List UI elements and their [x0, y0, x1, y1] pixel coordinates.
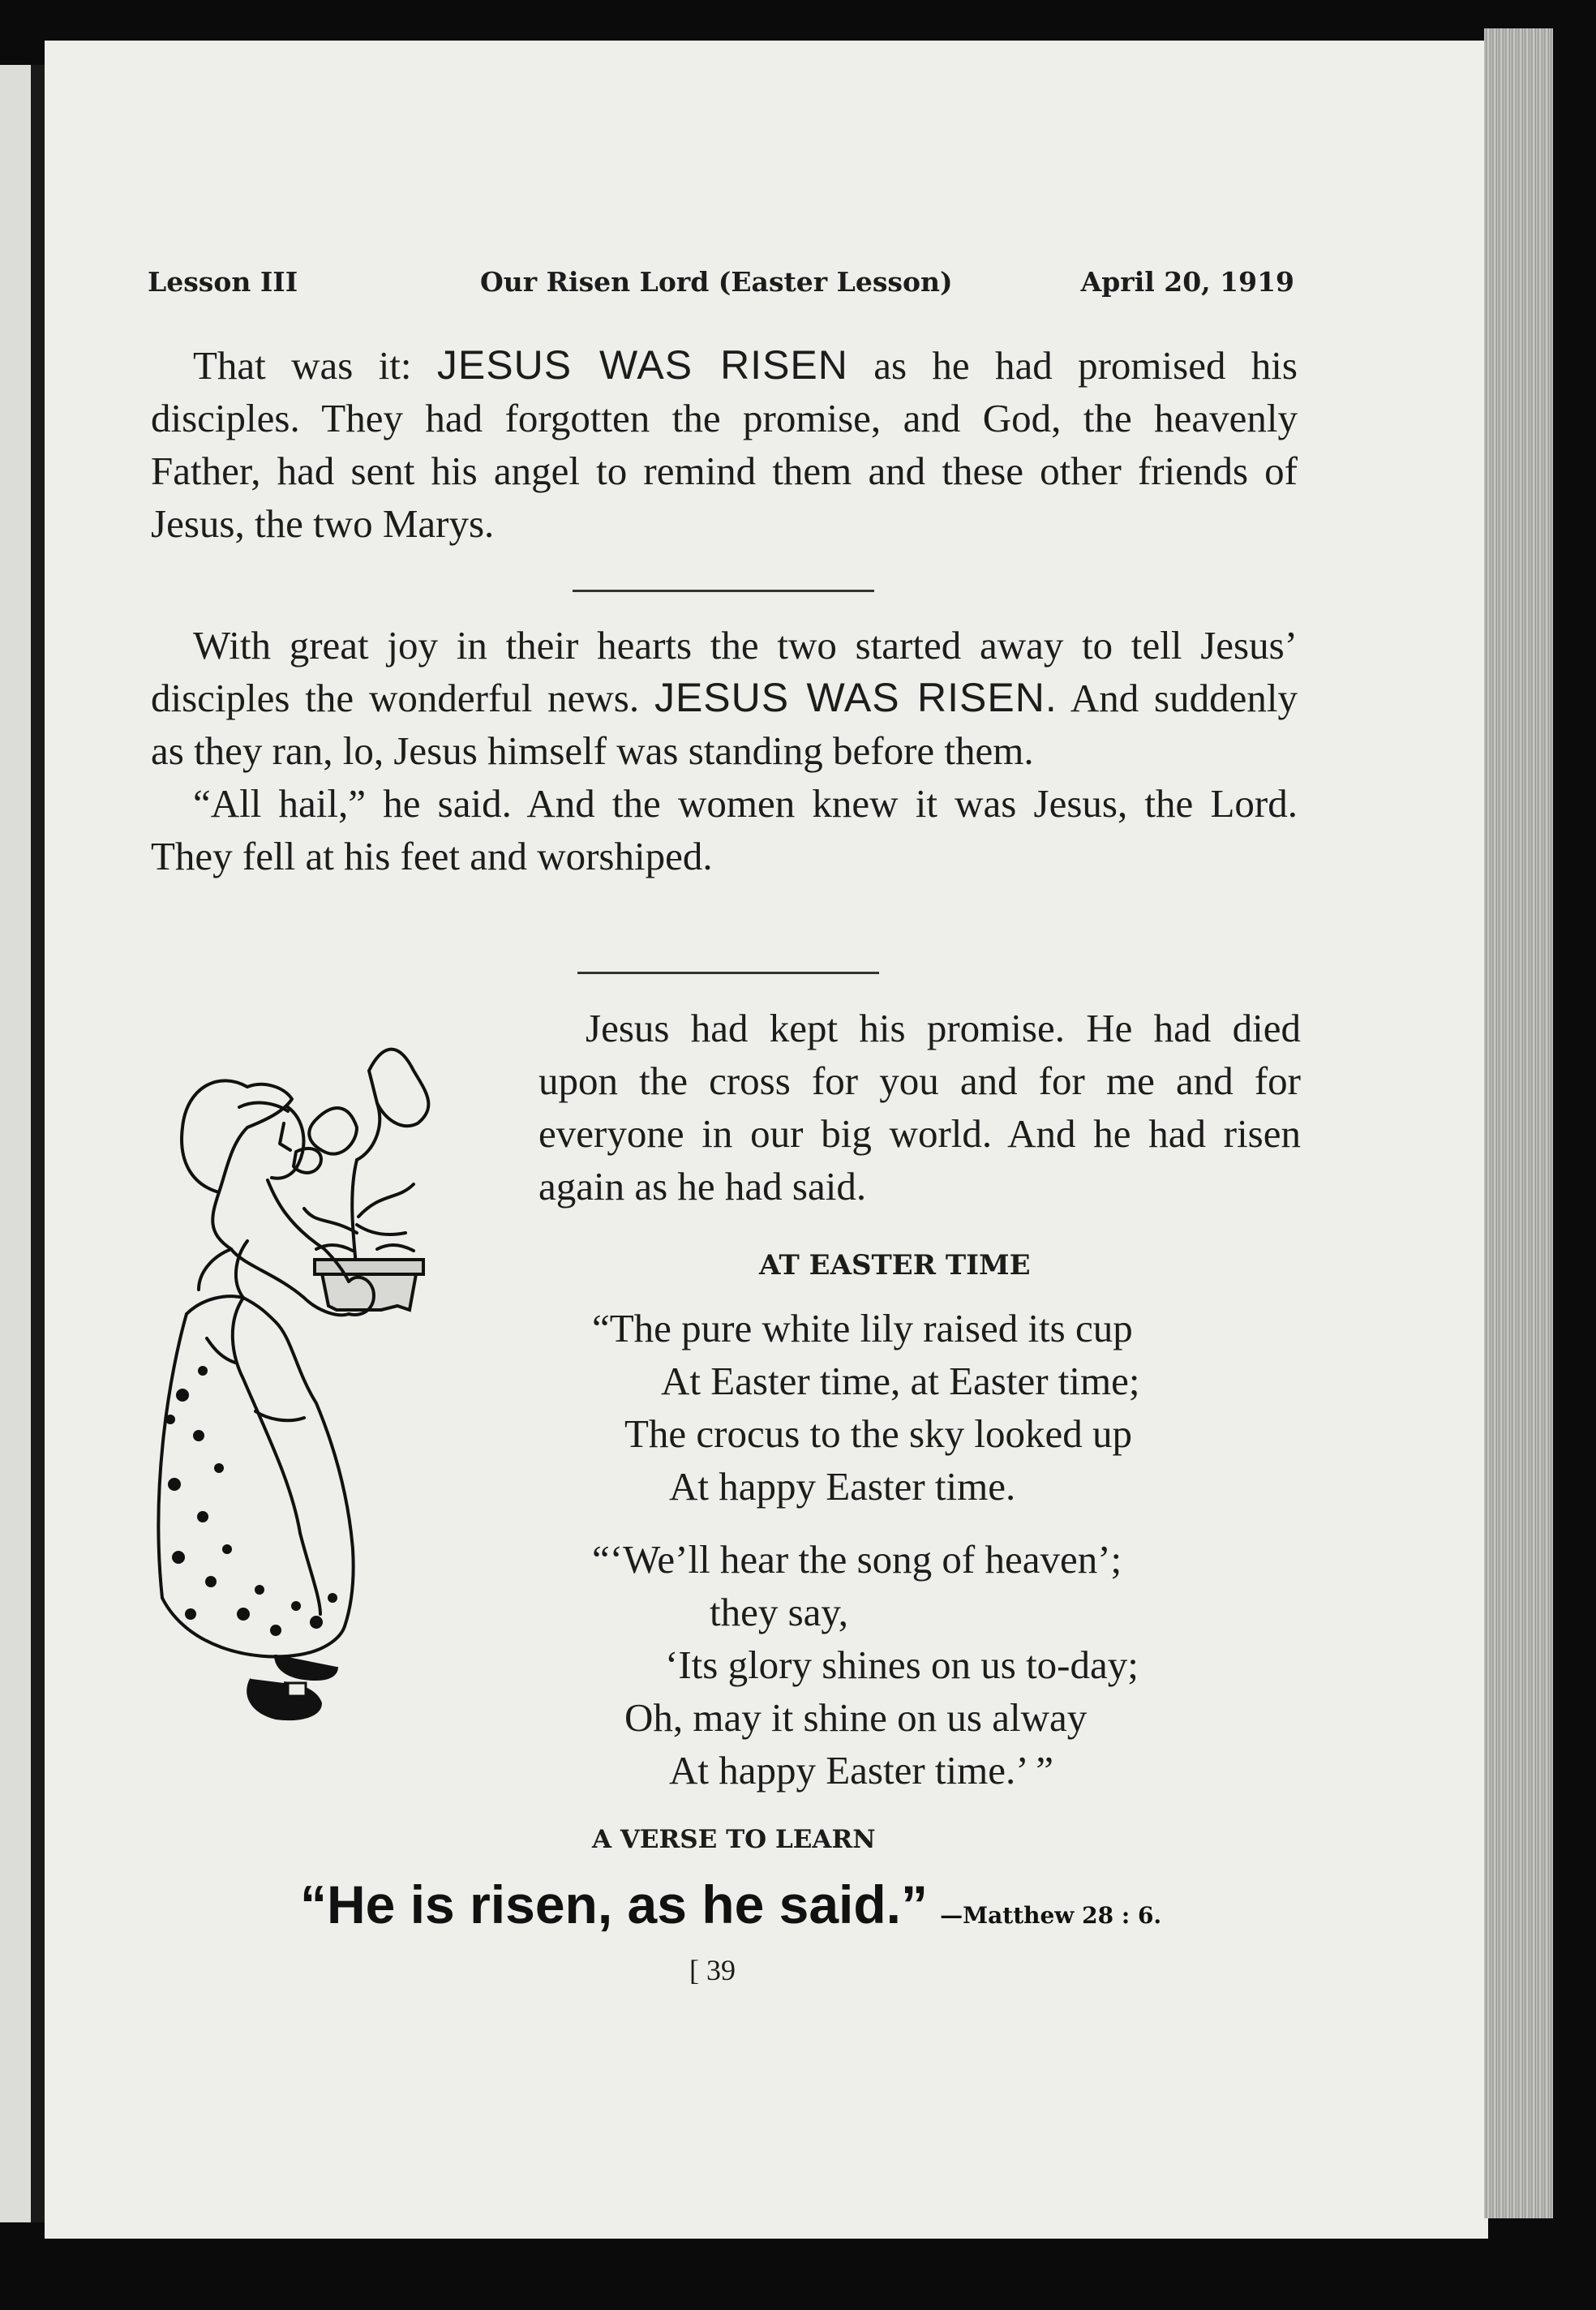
lesson-number: Lesson III	[148, 266, 298, 298]
poem	[592, 1302, 1140, 1797]
poem-line: The crocus to the sky looked up	[624, 1411, 1132, 1456]
paragraph-2	[151, 619, 1298, 882]
paragraph-4-text: Jesus had kept his promise. He had died upon the cross for you and for me and for everyone in our big world. And he had risen again as he had said.	[538, 1006, 1301, 1209]
verse-label: A VERSE TO LEARN	[592, 1825, 876, 1854]
lesson-date: April 20, 1919	[1080, 266, 1294, 298]
running-head	[148, 266, 1294, 307]
paragraph-4	[538, 1002, 1301, 1213]
poem-line: Oh, may it shine on us alway	[624, 1695, 1088, 1740]
memory-verse	[300, 1874, 1161, 1935]
girl-with-lily-pot-icon	[154, 1030, 511, 1760]
verse-reference: —Matthew 28 : 6.	[940, 1902, 1162, 1929]
poem-line: they say,	[710, 1590, 848, 1634]
paragraph-1	[151, 339, 1298, 550]
p1-caps: JESUS WAS RISEN	[436, 342, 848, 388]
poem-line: “The pure white lily raised its cup	[592, 1306, 1133, 1350]
p1-rest: as he had promised his disciples. They had forgotten the promise, and God, the heavenly Father, had sent his angel to remind them and these other friends of Jesus, the two Marys.	[151, 343, 1298, 546]
poem-line: At Easter time, at Easter time;	[661, 1359, 1140, 1403]
page-stack-edge	[1484, 28, 1553, 2218]
verse-text: “He is risen, as he said.”	[300, 1874, 929, 1934]
p2-caps: JESUS WAS RISEN.	[654, 675, 1058, 720]
poem-line: At happy Easter time.’ ”	[669, 1748, 1053, 1793]
section-divider	[573, 590, 874, 592]
poem-title: AT EASTER TIME	[759, 1249, 1031, 1282]
p1-lead: That was it:	[193, 343, 437, 388]
paragraph-3: “All hail,” he said. And the women knew it was Jesus, the Lord. They fell at his feet and worshiped.	[151, 781, 1298, 878]
p2-rest: And suddenly as they ran, lo, Jesus himself was standing before them.	[151, 676, 1298, 773]
poem-line: At happy Easter time.	[669, 1464, 1016, 1509]
page-number: [ 39	[689, 1954, 736, 1986]
lesson-title: Our Risen Lord (Easter Lesson)	[480, 266, 953, 298]
previous-page-edge	[0, 65, 47, 2222]
poem-line: “‘We’ll hear the song of heaven’;	[592, 1537, 1122, 1582]
p2-lead: With great joy in their hearts the two started away to tell Jesus’ disciples the wonderful news.	[151, 623, 1298, 720]
poem-line: ‘Its glory shines on us to-day;	[665, 1642, 1139, 1687]
section-divider	[577, 972, 879, 974]
